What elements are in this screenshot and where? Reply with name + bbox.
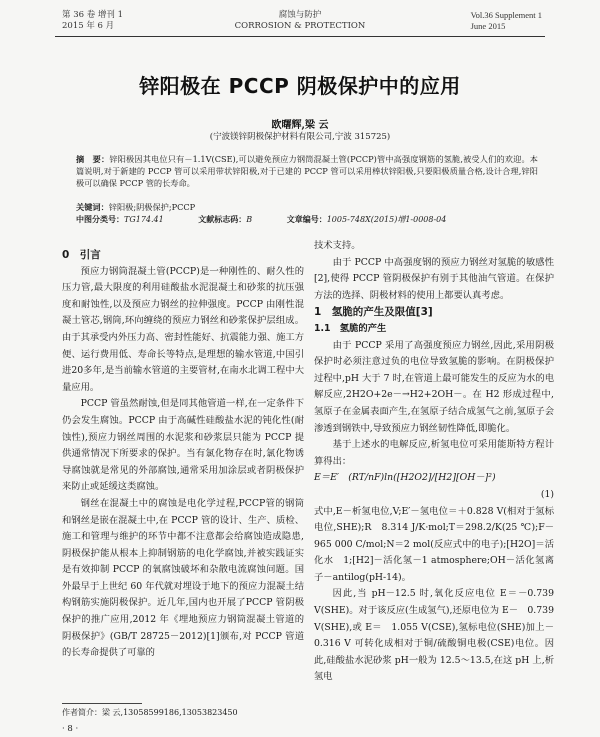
journal-name-en: CORROSION & PROTECTION [234,21,366,31]
abstract-label: 摘 要： [76,154,110,164]
journal-date: 2015 年 6 月 [62,21,115,31]
section-heading-introduction: 0 引言 [62,249,101,261]
paragraph: 基于上述水的电解反应,析氢电位可采用能斯特方程计算得出： [314,439,554,467]
section-heading-hydrogen-embrittlement: 1 氢脆的产生及限值[3] [314,306,433,319]
paragraph: 式中,E－析氢电位,V;E′－氢电位＝＋0.828 V(相对于氢标电位,SHE);R 8.314 J/K·mol;T＝298.2/K(25 ℃);F－965 000 C/mol;N＝2 mol(反应式中的电子);[H2O]＝活化水 1;[H2]－活化氢－1 atmosphere;OH－活化氢离子－antilog(pH-14)。 [314,505,554,583]
keywords-text: 锌阳极;阴极保护;PCCP [108,202,196,212]
journal-date-en: June 2015 [470,21,506,31]
paragraph: 预应力钢筒混凝土管(PCCP)是一种刚性的、耐久性的压力管,最大限度的利用硅酸盐水泥混凝土和砂浆的抗压强度和耐蚀性,以及预应力钢丝的拉伸强度。PCCP 由刚性混凝土管芯,钢筒,环向缠绕的预应力钢丝和砂浆保护层组成。由于其承受内外压力高、密封性能好、抗震能力强、施工方便、运行费用低、寿命长等特点,是理想的输水管道,中国引进20多年,是当前输水管道的主要管材,在南水北调工程中大量应用。 [62,265,304,393]
header-rule [55,36,545,37]
journal-name-cn: 腐蚀与防护 [278,10,322,20]
paragraph-continued: 技术支持。 [314,240,361,251]
article-no-value: 1005-748X(2015)增1-0008-04 [326,215,447,224]
article-meta [76,214,546,225]
doc-code-value: B [246,215,253,224]
author-footnote: 作者简介：梁 云,13058599186,13053823450 [62,708,238,717]
journal-volume-info-en [471,10,542,32]
paragraph: PCCP 管虽然耐蚀,但是同其他管道一样,在一定条件下仍会发生腐蚀。PCCP 由于高碱性硅酸盐水泥的钝化性(耐蚀性),预应力钢丝周围的水泥浆和砂浆层只能为 PCCP 提供通常情况下所要求的保护。当有氯化物存在时,氯化物诱导腐蚀就是常见的外部腐蚀,通常采用加涂层或者阴极保护来防止或延缓这类腐蚀。 [62,398,304,493]
doc-code-label: 文献标志码： [198,215,247,224]
paragraph: 由于 PCCP 中高强度钢的预应力钢丝对氢脆的敏感性[2],使得 PCCP 管阴极保护有别于其他油气管道。在保护方法的选择、阴极材料的使用上都要认真考虑。 [314,256,554,301]
paragraph: 由于 PCCP 采用了高强度预应力钢丝,因此,采用阴极保护时必须注意过负的电位导致氢脆的影响。在阴极保护过程中,pH 大于 7 时,在管道上最可能发生的反应为水的电解反应,2H2O+2e－→H2+2OH－。在 H2 形成过程中,氢原子在金属表面产生,在氢原子结合成氢气之前,氢原子会渗透到钢铁中,导致预应力钢丝韧性降低,即脆化。 [314,339,554,434]
clc-label: 中图分类号： [76,215,124,224]
paper-affiliation: (宁波镁锌阴极保护材料有限公司,宁波 315725) [209,132,391,142]
equation: E＝E′ (RT/nF)ln([H2O2]/[H2][OH－]²) [314,472,496,484]
keywords-label: 关键词： [76,202,109,212]
journal-volume-en: Vol.36 Supplement 1 [470,10,542,20]
paragraph: 因此,当 pH－12.5 时,氧化反应电位 E＝－0.739 V(SHE)。对于该反应(生成氢气),还原电位为 E－ 0.739 V(SHE),或 E＝ 1.055 V(CSE),氢标电位(SHE)加上－0.316 V 可转化成相对于铜/硫酸铜电极(CSE)电位。因此,硅酸盐水泥砂浆 pH一般为 12.5～13.5,在这 pH 上,析氢电 [314,588,554,683]
page-number: · 8 · [62,724,79,734]
clc-value: TG174.41 [124,215,164,224]
abstract [76,153,538,189]
article-no-label: 文章编号： [286,215,327,224]
abstract-text: 锌阳极因其电位只有－1.1V(CSE),可以避免预应力钢筒混凝土管(PCCP)管中高强度钢筋的氢脆,被受人们的欢迎。本篇说明,对于新建的 PCCP 管可以采用带状锌阳极,对于已建的 PCCP 管可以采用棒状锌阳极,只要阳极质量合格,设计合理,锌阳极可以确保 PCCP 管的长寿命。 [76,154,538,188]
paragraph: 钢丝在混凝土中的腐蚀是电化学过程,PCCP管的钢筒和钢丝是嵌在混凝土中,在 PCCP 管的设计、生产、质检、施工和管理与维护的环节中都不注意都会给腐蚀造成隐患,阴极保护能从根本上抑制钢筋的电化学腐蚀,并被实践证实是有效抑制 PCCP 的氧腐蚀破坏和杂散电流腐蚀问题。国外最早于上世纪 60 年代就对埋设于地下的预应力混凝土结构钢筋实施阴极保护。近几年,国内也开展了PCCP 管阴极保护的推广应用,2012 年《埋地预应力钢筒混凝土管道的阴极保护》(GB/T 28725－2012)[1]颁布,对 PCCP 管道的长寿命提供了可靠的 [62,497,304,659]
subsection-heading: 1.1 氢脆的产生 [314,322,387,334]
paper-authors: 欧曙辉,梁 云 [271,120,329,131]
left-column [62,247,304,662]
right-column [314,238,554,686]
journal-volume: 第 36 卷 增刊 1 [62,10,124,20]
keywords [76,202,538,213]
footnote-rule [62,703,142,704]
equation-number: (1) [540,488,554,500]
paper-title: 锌阳极在 PCCP 阴极保护中的应用 [139,74,461,98]
